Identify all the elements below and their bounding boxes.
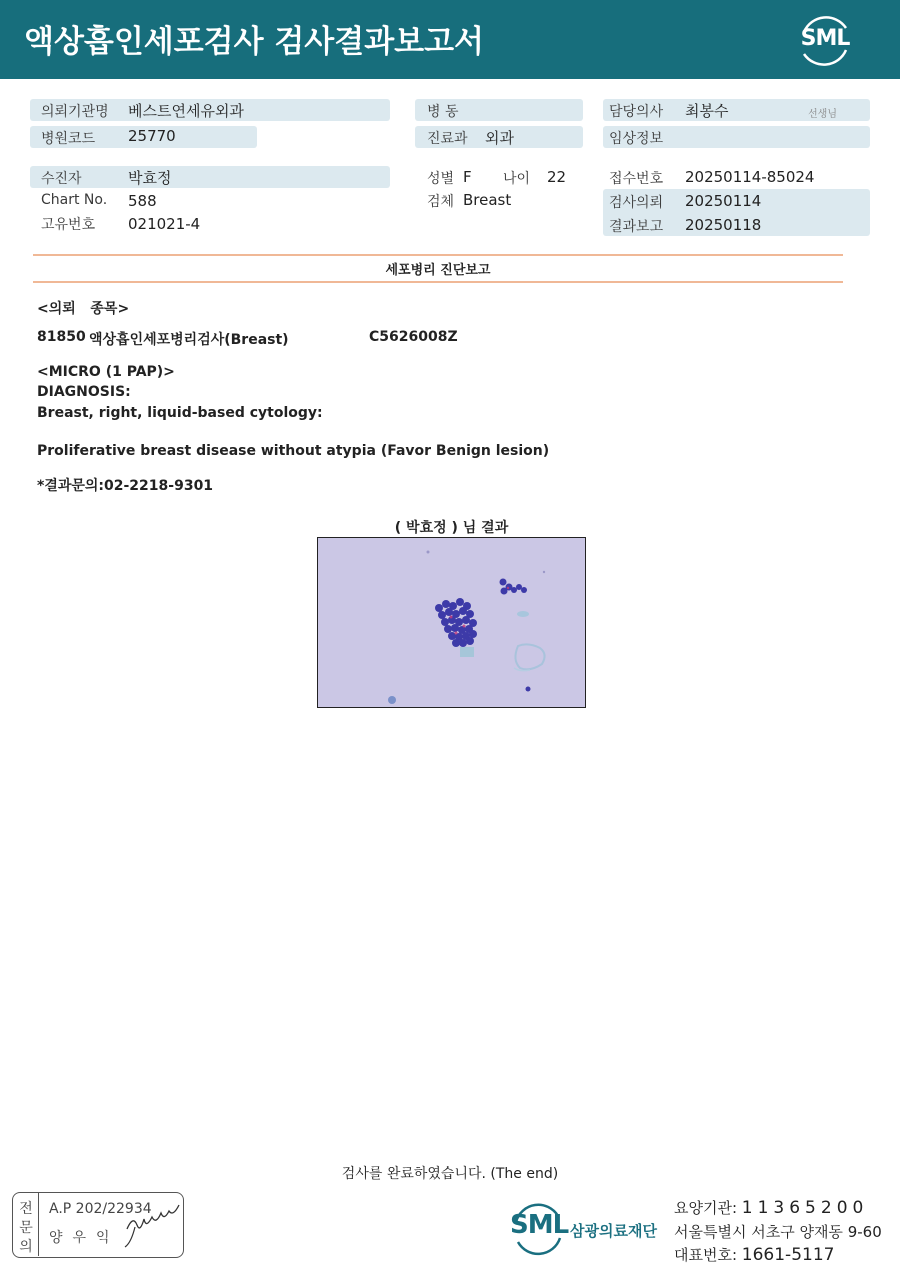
hospital-code-label: 병원코드 [41, 131, 96, 147]
diagnosis-label: DIAGNOSIS: [37, 384, 131, 400]
stamp-char-1: 전 [19, 1201, 33, 1217]
institution-value: 베스트연세유외과 [128, 102, 244, 120]
department-label: 진료과 [427, 131, 468, 147]
specimen-label: 검체 [427, 194, 455, 210]
cytology-slide-image [317, 537, 586, 708]
report-date-label: 결과보고 [609, 219, 664, 235]
report-title: 액상흡인세포검사 검사결과보고서 [24, 24, 484, 60]
report-header [0, 0, 900, 79]
receipt-no-value: 20250114-85024 [685, 168, 815, 186]
diagnosis-site: Breast, right, liquid-based cytology: [37, 405, 323, 421]
section-title: 세포병리 진단보고 [385, 263, 491, 278]
unique-id-value: 021021-4 [128, 215, 201, 233]
request-date-label: 검사의뢰 [609, 195, 664, 211]
department-value: 외과 [485, 129, 514, 147]
age-value: 22 [547, 168, 567, 186]
signature-image [123, 1201, 183, 1251]
specimen-value: Breast [463, 191, 512, 209]
footer-org-logo [510, 1200, 665, 1256]
image-caption: ( 박효정 ) 님 결과 [394, 520, 509, 536]
stamp-name: 양우익 [49, 1230, 120, 1246]
report-date-value: 20250118 [685, 216, 762, 234]
phone-label: 대표번호: [674, 1246, 738, 1264]
stamp-license: A.P 202/22934 [49, 1201, 152, 1217]
diagnosis-result: Proliferative breast disease without atypia (Favor Benign lesion) [37, 443, 550, 459]
contact-phone: *결과문의:02-2218-9301 [37, 478, 214, 494]
micro-heading: <MICRO (1 PAP)> [37, 364, 175, 380]
test-code: 81850 [37, 329, 86, 345]
address: 서울특별시 서초구 양재동 9-60 [674, 1223, 882, 1241]
section-separator-bottom [33, 281, 843, 283]
test-name: 액상흡인세포병리검사(Breast) [89, 332, 289, 348]
care-code [674, 1197, 868, 1218]
specialist-stamp [12, 1192, 184, 1258]
request-heading: <의뢰 종목> [37, 301, 130, 317]
chart-no-value: 588 [128, 192, 157, 210]
test-id: C5626008Z [369, 329, 458, 345]
unique-id-label: 고유번호 [41, 217, 96, 233]
care-code-label: 요양기관: [674, 1199, 738, 1217]
ward-label: 병 동 [427, 104, 459, 120]
doctor-value: 최봉수 [685, 102, 729, 120]
sml-logo [796, 12, 854, 68]
patient-label: 수진자 [41, 171, 82, 187]
stamp-char-3: 의 [19, 1239, 33, 1255]
phone-value: 1661-5117 [741, 1245, 835, 1265]
sml-logo-text: SML [800, 26, 850, 51]
patient-value: 박효정 [128, 169, 172, 187]
hospital-code-value: 25770 [128, 127, 176, 145]
patient-row-bg [30, 166, 390, 188]
stamp-title-column [13, 1193, 39, 1256]
sex-label: 성별 [427, 171, 455, 187]
clinical-info-label: 임상정보 [609, 131, 664, 147]
age-label: 나이 [503, 171, 531, 187]
care-code-value: 11365200 [741, 1198, 869, 1218]
sex-value: F [463, 168, 472, 186]
receipt-no-label: 접수번호 [609, 171, 664, 187]
institution-label: 의뢰기관명 [41, 104, 109, 120]
chart-no-label: Chart No. [41, 192, 108, 208]
stamp-char-2: 문 [19, 1220, 33, 1236]
doctor-suffix: 선생님 [808, 109, 837, 120]
footer-org-name: 삼광의료재단 [570, 1222, 657, 1240]
phone [674, 1244, 834, 1265]
request-date-value: 20250114 [685, 192, 762, 210]
doctor-label: 담당의사 [609, 104, 664, 120]
section-separator-top [33, 254, 843, 256]
footer-sml-text: SML [510, 1210, 569, 1240]
end-text: 검사를 완료하였습니다. (The end) [341, 1166, 559, 1182]
